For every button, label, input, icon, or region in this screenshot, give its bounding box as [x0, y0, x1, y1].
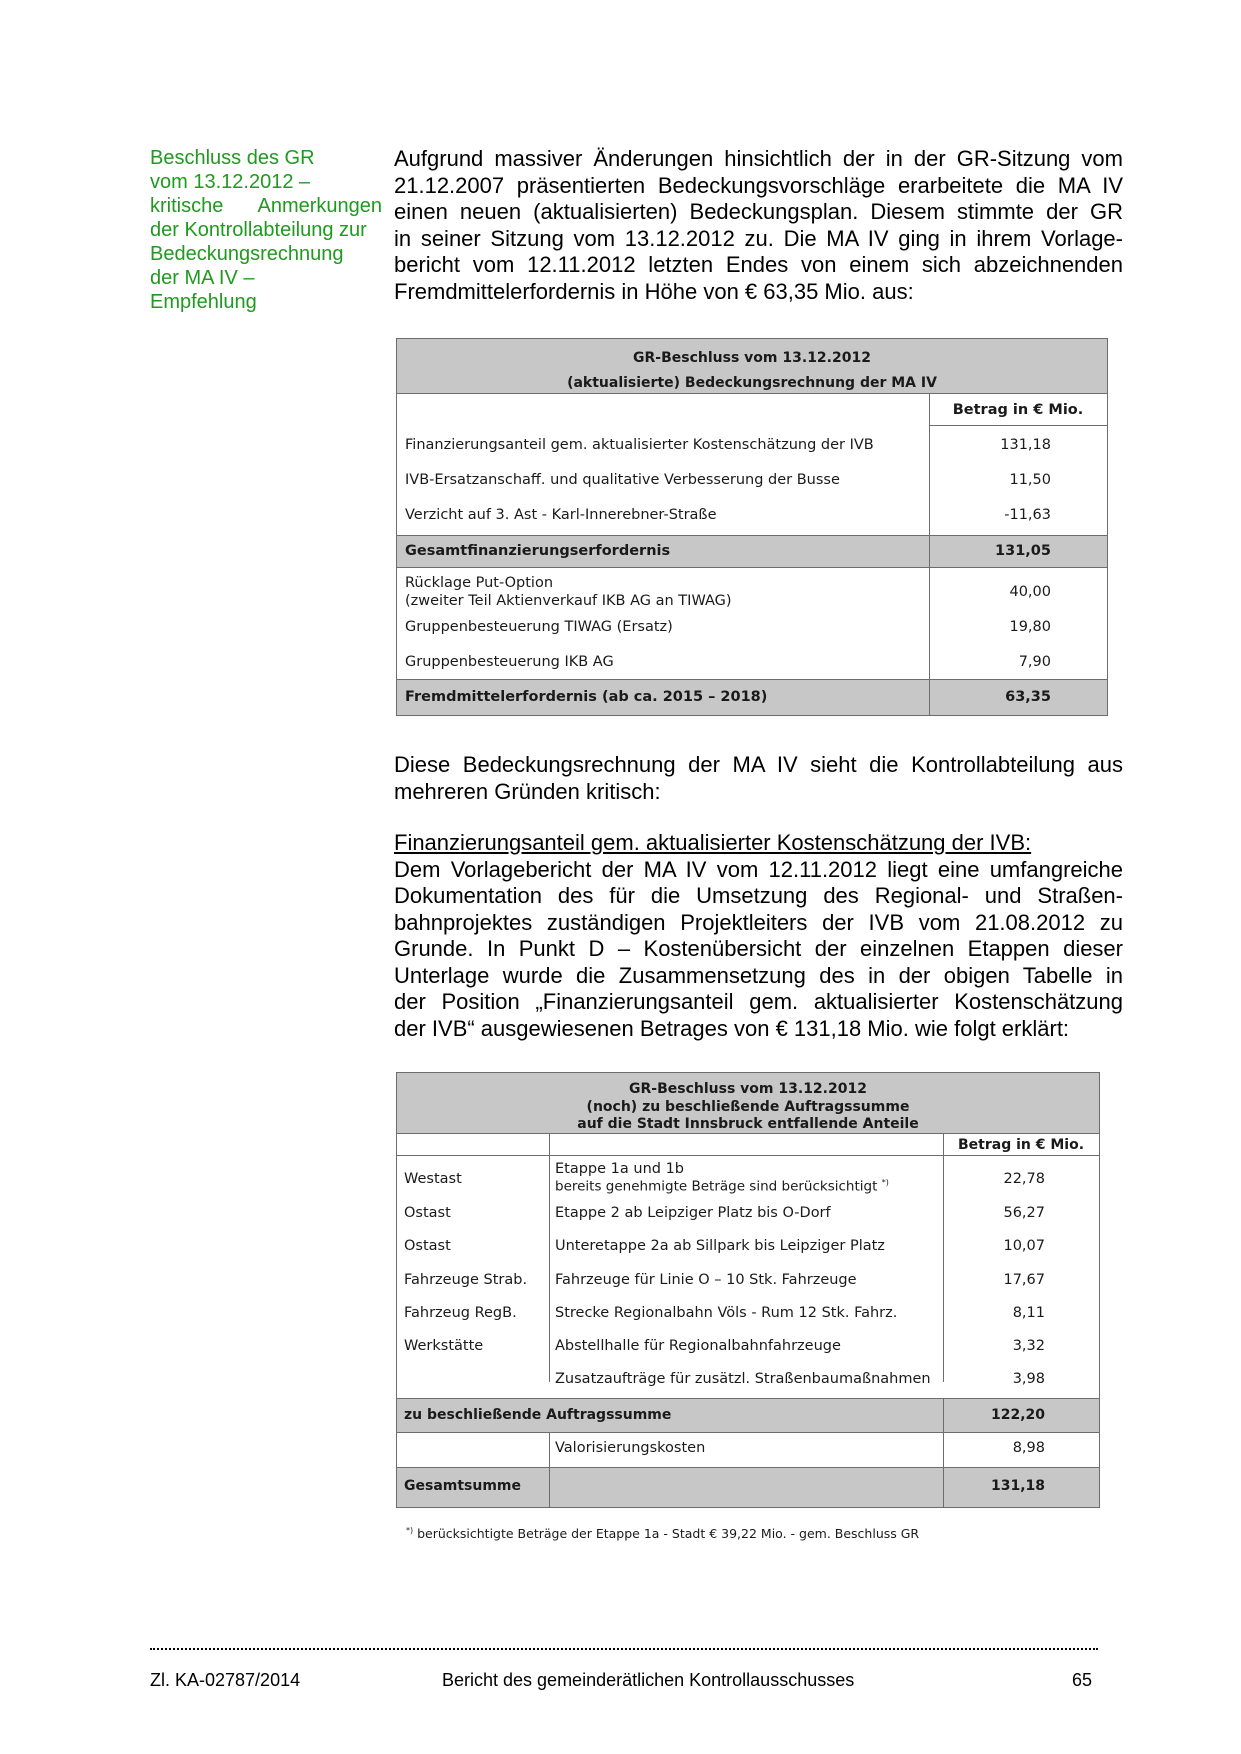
- bedeckungsrechnung-table: [396, 338, 1108, 716]
- table-row-value: 19,80: [1009, 619, 1051, 635]
- margin-note: [150, 146, 382, 314]
- paragraph-line: mehreren Gründen kritisch:: [394, 778, 661, 804]
- paragraph-line: Fremdmittelerfordernis in Höhe von € 63,35 Mio. aus:: [394, 278, 914, 304]
- row-description-continued: bereits genehmigte Beträge sind berücksichtigt *): [555, 1178, 889, 1195]
- table-footnote: *) berücksichtigte Beträge der Etappe 1a - Stadt € 39,22 Mio. - gem. Beschluss GR: [406, 1526, 920, 1542]
- row-value: 3,32: [1012, 1338, 1045, 1354]
- total-label: Gesamtsumme: [404, 1478, 522, 1494]
- paragraph-line: bahnprojektes zuständigen Projektleiters der IVB vom 21.08.2012 zu: [394, 909, 1123, 935]
- margin-note-line: der MA IV –: [150, 267, 255, 289]
- footer-reference: Zl. KA-02787/2014: [150, 1670, 301, 1690]
- total-value: 131,18: [990, 1478, 1045, 1494]
- row-description: Fahrzeuge für Linie O – 10 Stk. Fahrzeuge: [555, 1272, 857, 1288]
- paragraph-line: Dokumentation des für die Umsetzung des Regional- und Straßen-: [394, 883, 1123, 908]
- intro-paragraph: [394, 146, 1123, 305]
- margin-note-line: Empfehlung: [150, 291, 257, 313]
- paragraph-line: bericht vom 12.11.2012 letzten Endes von einem sich abzeichnenden: [394, 252, 1123, 277]
- paragraph-line: einen neuen (aktualisierten) Bedeckungsplan. Diesem stimmte der GR: [394, 199, 1123, 224]
- explanation-paragraph: [394, 830, 1123, 1042]
- table-row-value: -11,63: [1004, 507, 1051, 523]
- row-category: Fahrzeug RegB.: [404, 1305, 517, 1321]
- table-row-label: IVB-Ersatzanschaff. und qualitative Verbesserung der Busse: [405, 472, 840, 488]
- paragraph-line: 21.12.2007 präsentierten Bedeckungsvorschläge erarbeitete die MA IV: [394, 172, 1123, 198]
- row-value: 8,11: [1012, 1305, 1045, 1321]
- row-value: 22,78: [1003, 1171, 1045, 1187]
- table-row-label: Gruppenbesteuerung IKB AG: [405, 654, 614, 670]
- row-description: Abstellhalle für Regionalbahnfahrzeuge: [555, 1338, 841, 1354]
- column-header-amount: Betrag in € Mio.: [957, 1137, 1085, 1153]
- table-row-label: Verzicht auf 3. Ast - Karl-Innerebner-Straße: [405, 507, 717, 523]
- table-row-value: 7,90: [1018, 654, 1051, 670]
- subtotal-label: zu beschließende Auftragssumme: [404, 1407, 672, 1423]
- column-header-amount: Betrag in € Mio.: [952, 402, 1084, 418]
- subtotal-value: 131,05: [995, 543, 1051, 559]
- paragraph-line: Diese Bedeckungsrechnung der MA IV sieht die Kontrollabteilung aus: [394, 752, 1123, 777]
- table-row-label: Finanzierungsanteil gem. aktualisierter Kostenschätzung der IVB: [405, 437, 874, 453]
- row-description: Etappe 2 ab Leipziger Platz bis O-Dorf: [555, 1205, 831, 1221]
- row-category: Westast: [404, 1171, 462, 1187]
- row-category: Fahrzeuge Strab.: [404, 1272, 528, 1288]
- table-row-label: Rücklage Put-Option: [405, 575, 554, 591]
- paragraph-line: Grunde. In Punkt D – Kostenübersicht der einzelnen Etappen dieser: [394, 936, 1123, 961]
- total-value: 63,35: [1005, 689, 1051, 705]
- subtotal-label: Gesamtfinanzierungserfordernis: [405, 543, 671, 559]
- paragraph-line: Dem Vorlagebericht der MA IV vom 12.11.2012 liegt eine umfangreiche: [394, 856, 1123, 882]
- paragraph-line: Aufgrund massiver Änderungen hinsichtlich der in der GR-Sitzung vom: [394, 146, 1123, 171]
- paragraph-line: der IVB“ ausgewiesenen Betrages von € 131,18 Mio. wie folgt erklärt:: [394, 1015, 1070, 1041]
- page-number: 65: [1072, 1670, 1093, 1690]
- footnote-marker: *): [881, 1178, 889, 1187]
- row-category: Werkstätte: [404, 1338, 484, 1354]
- assessment-paragraph: [394, 752, 1123, 805]
- table-row-value: 131,18: [1000, 437, 1051, 453]
- row-category: Ostast: [404, 1238, 451, 1254]
- table-subtitle: auf die Stadt Innsbruck entfallende Anteile: [577, 1116, 919, 1132]
- row-description: Zusatzaufträge für zusätzl. Straßenbaumaßnahmen: [555, 1371, 931, 1387]
- margin-note-line: der Kontrollabteilung zur: [150, 219, 367, 241]
- table-subtitle: (noch) zu beschließende Auftragssumme: [586, 1099, 910, 1115]
- row-description: Etappe 1a und 1b: [555, 1161, 685, 1177]
- footer-title: Bericht des gemeinderätlichen Kontrollausschusses: [442, 1670, 855, 1690]
- section-heading: Finanzierungsanteil gem. aktualisierter Kostenschätzung der IVB:: [394, 830, 1032, 855]
- table-row-value: 40,00: [1009, 584, 1051, 600]
- total-label: Fremdmittelerfordernis (ab ca. 2015 – 2018): [405, 689, 768, 705]
- row-description: Strecke Regionalbahn Völs - Rum 12 Stk. Fahrz.: [555, 1305, 898, 1321]
- row-value: 17,67: [1003, 1272, 1045, 1288]
- valorisation-label: Valorisierungskosten: [555, 1440, 706, 1456]
- table-row-label: Gruppenbesteuerung TIWAG (Ersatz): [405, 619, 673, 635]
- row-value: 56,27: [1003, 1205, 1045, 1221]
- footer-divider: [150, 1648, 1098, 1650]
- paragraph-line: Unterlage wurde die Zusammensetzung des in der obigen Tabelle in: [394, 962, 1123, 988]
- row-category: Ostast: [404, 1205, 451, 1221]
- margin-note-line: kritische Anmerkungen: [150, 195, 382, 217]
- row-description: Unteretappe 2a ab Sillpark bis Leipziger Platz: [555, 1238, 885, 1254]
- paragraph-line: in seiner Sitzung vom 13.12.2012 zu. Die MA IV ging in ihrem Vorlage-: [394, 225, 1123, 251]
- table-title: GR-Beschluss vom 13.12.2012: [633, 350, 871, 366]
- row-value: 3,98: [1012, 1371, 1045, 1387]
- margin-note-line: Bedeckungsrechnung: [150, 243, 344, 265]
- row-value: 10,07: [1003, 1238, 1045, 1254]
- margin-note-line: vom 13.12.2012 –: [150, 171, 311, 193]
- margin-note-line: Beschluss des GR: [150, 147, 315, 169]
- valorisation-value: 8,98: [1012, 1440, 1045, 1456]
- auftragssummen-table: [396, 1072, 1100, 1508]
- table-row-label-continued: (zweiter Teil Aktienverkauf IKB AG an TIWAG): [405, 593, 732, 609]
- subtotal-value: 122,20: [990, 1407, 1045, 1423]
- paragraph-line: der Position „Finanzierungsanteil gem. aktualisierter Kostenschätzung: [394, 989, 1123, 1014]
- table-row-value: 11,50: [1009, 472, 1051, 488]
- table-subtitle: (aktualisierte) Bedeckungsrechnung der MA IV: [567, 375, 937, 391]
- table-title: GR-Beschluss vom 13.12.2012: [629, 1081, 867, 1097]
